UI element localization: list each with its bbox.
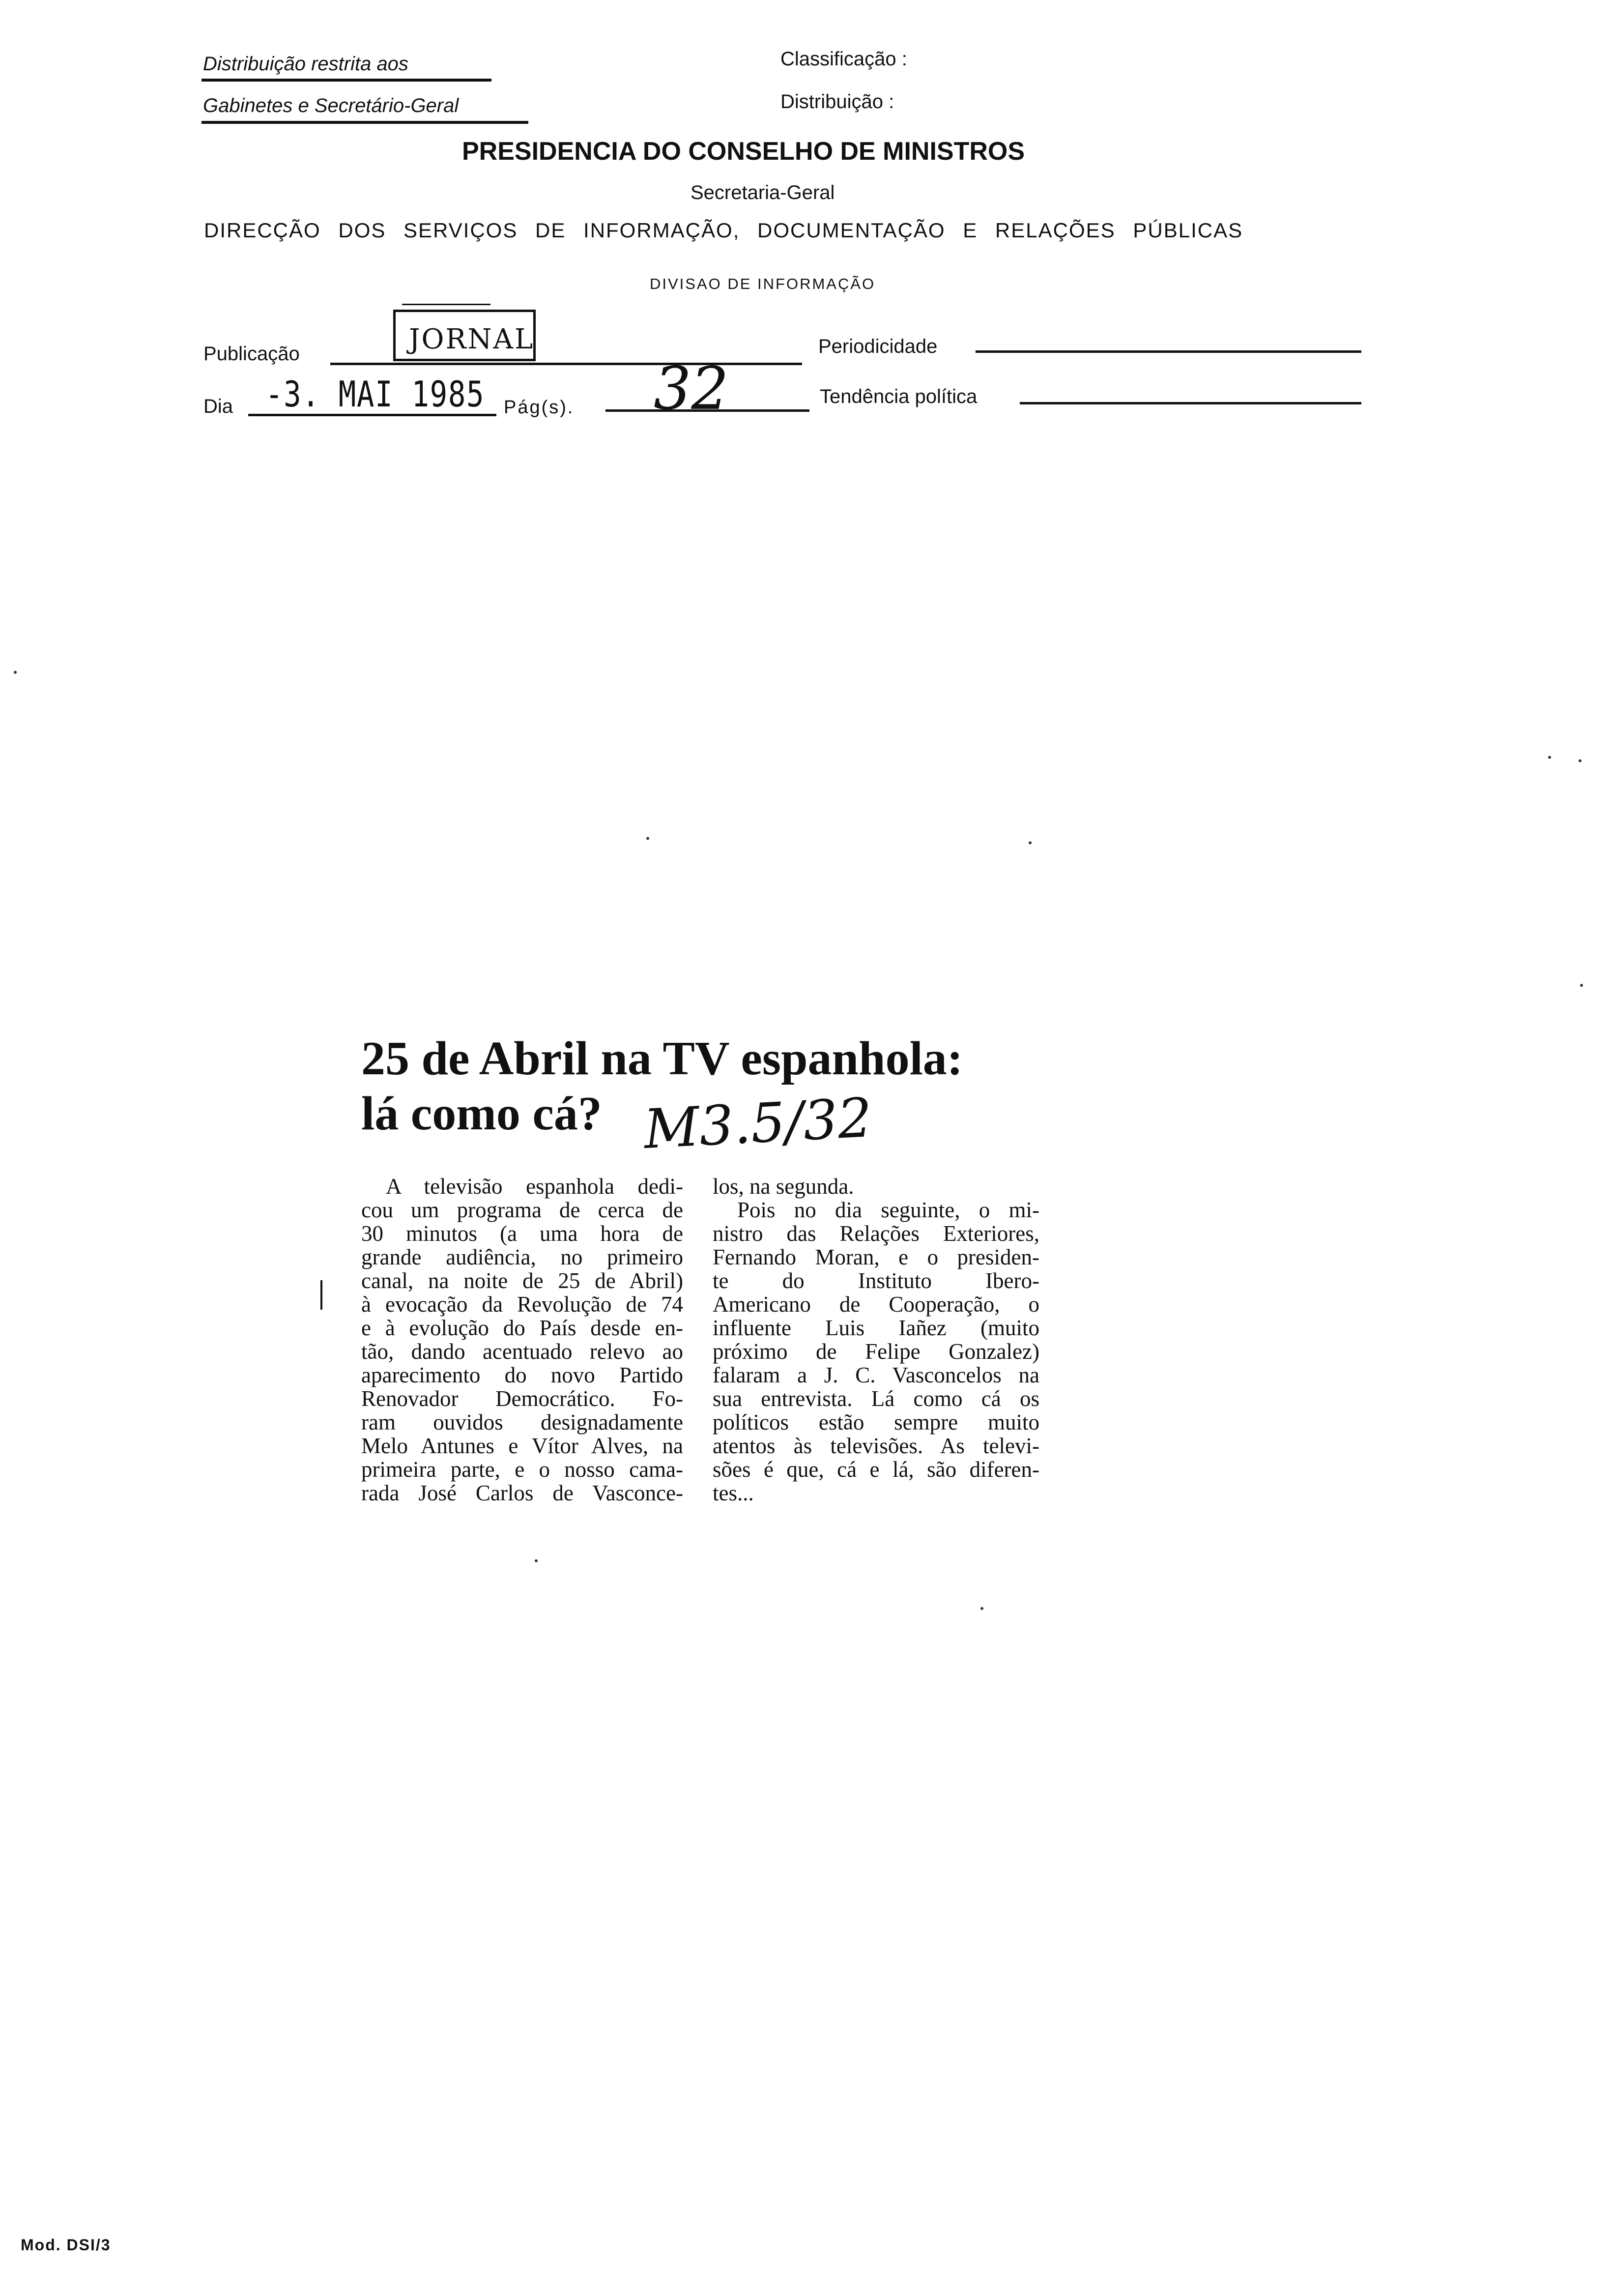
article-col2-line: sões é que, cá e lá, são diferen- [713, 1457, 1039, 1482]
publication-field-line [330, 363, 802, 365]
article-col2-line: nistro das Relações Exteriores, [713, 1221, 1039, 1246]
distribution-restriction-line2: Gabinetes e Secretário-Geral [203, 95, 459, 116]
article-col2-line: falaram a J. C. Vasconcelos na [713, 1363, 1039, 1387]
article-col1-line: canal, na noite de 25 de Abril) [361, 1268, 683, 1293]
article-col1-line: primeira parte, e o nosso cama- [361, 1457, 683, 1482]
article-col1-line: 30 minutos (a uma hora de [361, 1221, 683, 1246]
article-headline-line2: lá como cá? [361, 1087, 602, 1140]
publication-stamp-top-rule [402, 304, 490, 305]
handwritten-archive-reference: M3.5/32 [642, 1086, 874, 1161]
pages-label: Pág(s). [504, 397, 575, 418]
article-col1-line: Melo Antunes e Vítor Alves, na [361, 1434, 683, 1458]
article-col2-line: próximo de Felipe Gonzalez) [713, 1339, 1039, 1364]
article-col1-line: à evocação da Revolução de 74 [361, 1292, 683, 1317]
form-code: Mod. DSI/3 [21, 2236, 111, 2254]
article-col1-line: cou um programa de cerca de [361, 1198, 683, 1222]
article-col2-line: tes... [713, 1481, 754, 1505]
scan-speck [1579, 759, 1582, 762]
directorate-title: DIRECÇÃO DOS SERVIÇOS DE INFORMAÇÃO, DOCUMENTAÇÃO E RELAÇÕES PÚBLICAS [204, 219, 1243, 242]
article-col2-line: políticos estão sempre muito [713, 1410, 1039, 1435]
scan-speck [1029, 841, 1032, 844]
political-tendency-label: Tendência política [820, 386, 978, 407]
article-col1-line: rada José Carlos de Vasconce- [361, 1481, 683, 1505]
day-label: Dia [203, 396, 233, 417]
pages-handwritten-value: 32 [654, 355, 729, 423]
scan-speck [14, 671, 17, 674]
distribution-restriction-line1: Distribuição restrita aos [203, 53, 408, 75]
scan-speck [535, 1559, 538, 1562]
scan-speck [1580, 984, 1583, 987]
article-col2-line: los, na segunda. [713, 1174, 854, 1199]
scan-speck [1548, 756, 1551, 759]
classification-label: Classificação : [780, 48, 907, 70]
article-column-2 [713, 1175, 1039, 1505]
org-title: PRESIDENCIA DO CONSELHO DE MINISTROS [462, 137, 1025, 166]
article-col2-line: Pois no dia seguinte, o mi- [737, 1198, 1039, 1222]
article-col1-line: tão, dando acentuado relevo ao [361, 1339, 683, 1364]
division-title: DIVISAO DE INFORMAÇÃO [650, 275, 876, 292]
article-col2-line: influente Luis Iañez (muito [713, 1316, 1039, 1340]
article-col1-line: ram ouvidos designadamente [361, 1410, 683, 1435]
article-headline-line1: 25 de Abril na TV espanhola: [361, 1032, 963, 1085]
periodicity-label: Periodicidade [818, 336, 938, 357]
distribution-underline-2 [202, 121, 528, 124]
article-col2-line: atentos às televisões. As televi- [713, 1434, 1039, 1458]
publication-stamp-value: JORNAL [409, 323, 535, 355]
article-col1-line: Renovador Democrático. Fo- [361, 1386, 683, 1411]
political-tendency-field-line [1020, 402, 1361, 404]
distribution-label: Distribuição : [780, 91, 894, 113]
publication-label: Publicação [203, 343, 300, 365]
article-col2-line: Americano de Cooperação, o [713, 1292, 1039, 1317]
article-col1-line: grande audiência, no primeiro [361, 1245, 683, 1269]
day-stamp-value: -3. MAI 1985 [265, 373, 485, 415]
distribution-underline-1 [202, 79, 491, 82]
article-column-1 [361, 1175, 683, 1505]
margin-mark [320, 1280, 322, 1310]
article-col1-line: e à evolução do País desde en- [361, 1316, 683, 1340]
scan-speck [646, 837, 649, 840]
article-col1-line: aparecimento do novo Partido [361, 1363, 683, 1387]
periodicity-field-line [976, 350, 1361, 353]
article-col2-line: te do Instituto Ibero- [713, 1268, 1039, 1293]
article-col2-line: sua entrevista. Lá como cá os [713, 1386, 1039, 1411]
scan-speck [980, 1607, 983, 1610]
secretariat-title: Secretaria-Geral [691, 182, 835, 203]
article-col1-line: A televisão espanhola dedi- [386, 1174, 683, 1199]
article-col2-line: Fernando Moran, e o presiden- [713, 1245, 1039, 1269]
